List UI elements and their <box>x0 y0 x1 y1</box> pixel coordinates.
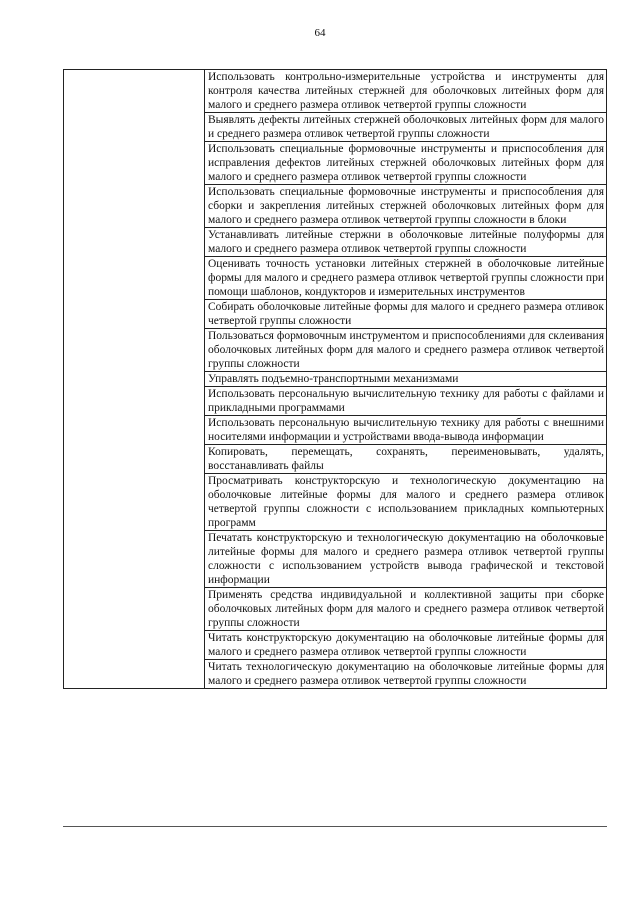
skill-cell: Оценивать точность установки литейных стержней в оболочковые литейные формы для малого и среднего размера отливок четвертой группы сложности при помощи шаблонов, кондукторов и измерительных инструментов <box>205 257 607 300</box>
skill-cell: Применять средства индивидуальной и коллективной защиты при сборке оболочковых литейных форм для малого и среднего размера отливок четвертой группы сложности <box>205 588 607 631</box>
skill-cell: Просматривать конструкторскую и технологическую документацию на оболочковые литейные формы для малого и среднего размера отливок четвертой группы сложности с использованием прикладных компьютерных программ <box>205 474 607 531</box>
page-number: 64 <box>314 27 326 39</box>
skills-table-body <box>64 70 607 689</box>
table-bottom-rule <box>63 826 607 827</box>
skill-cell: Управлять подъемно-транспортными механизмами <box>205 372 607 387</box>
skill-cell: Использовать персональную вычислительную технику для работы с файлами и прикладными программами <box>205 387 607 416</box>
left-column-cell <box>64 70 205 689</box>
skill-cell: Читать технологическую документацию на оболочковые литейные формы для малого и среднего размера отливок четвертой группы сложности <box>205 660 607 689</box>
skill-cell: Собирать оболочковые литейные формы для малого и среднего размера отливок четвертой группы сложности <box>205 300 607 329</box>
skill-cell: Печатать конструкторскую и технологическую документацию на оболочковые литейные формы для малого и среднего размера отливок четвертой группы сложности с использованием устройств вывода графической и текстовой информации <box>205 531 607 588</box>
skills-table <box>63 69 607 689</box>
skill-cell: Использовать контрольно-измерительные устройства и инструменты для контроля качества литейных стержней для оболочковых литейных форм для малого и среднего размера отливок четвертой группы сложности <box>205 70 607 113</box>
skill-cell: Использовать персональную вычислительную технику для работы с внешними носителями информации и устройствами ввода-вывода информации <box>205 416 607 445</box>
skill-cell: Пользоваться формовочным инструментом и приспособлениями для склеивания оболочковых литейных форм для малого и среднего размера отливок четвертой группы сложности <box>205 329 607 372</box>
skill-cell: Устанавливать литейные стержни в оболочковые литейные полуформы для малого и среднего размера отливок четвертой группы сложности <box>205 228 607 257</box>
skill-cell: Читать конструкторскую документацию на оболочковые литейные формы для малого и среднего размера отливок четвертой группы сложности <box>205 631 607 660</box>
skill-cell: Использовать специальные формовочные инструменты и приспособления для сборки и закрепления литейных стержней оболочковых литейных форм для малого и среднего размера отливок четвертой группы сложности в блоки <box>205 185 607 228</box>
skill-cell: Выявлять дефекты литейных стержней оболочковых литейных форм для малого и среднего размера отливок четвертой группы сложности <box>205 113 607 142</box>
skill-cell: Использовать специальные формовочные инструменты и приспособления для исправления дефектов литейных стержней оболочковых литейных форм для малого и среднего размера отливок четвертой группы сложности <box>205 142 607 185</box>
table-row <box>64 70 607 113</box>
skill-cell: Копировать, перемещать, сохранять, переименовывать, удалять, восстанавливать файлы <box>205 445 607 474</box>
